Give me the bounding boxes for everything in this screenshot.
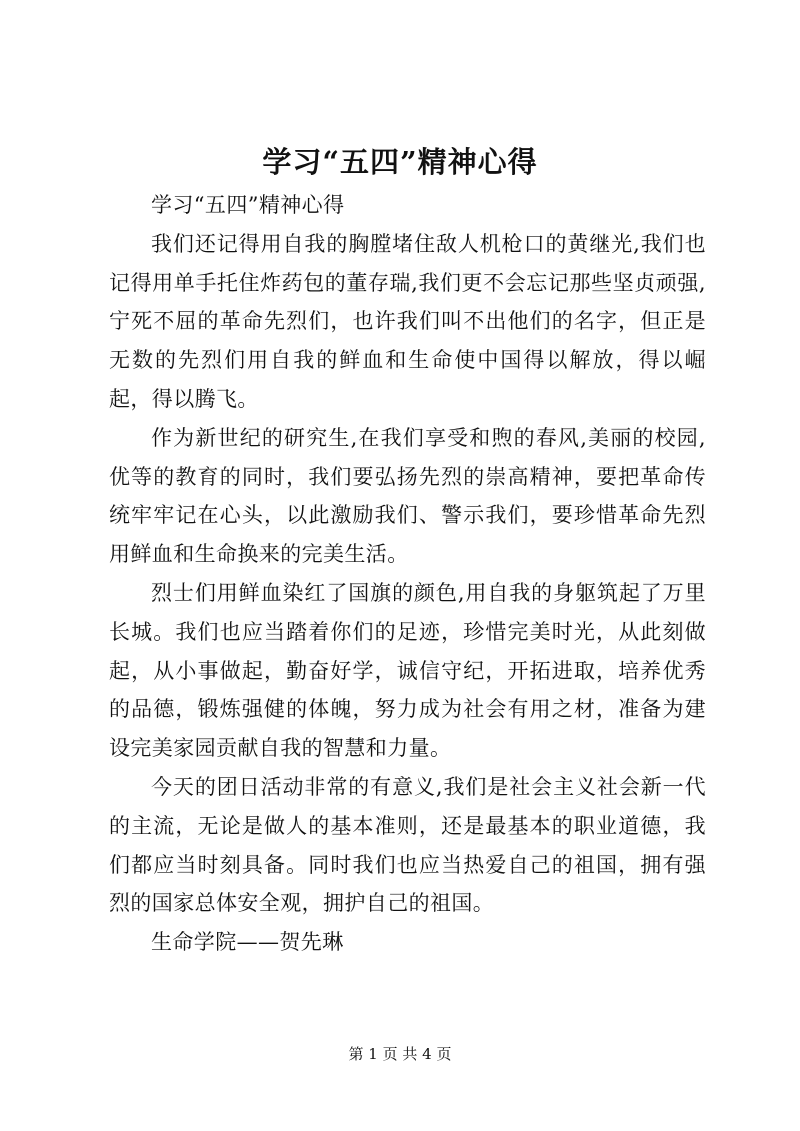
document-title: 学习“五四”精神心得 bbox=[262, 145, 538, 179]
paragraph-signature: 生命学院——贺先琳 bbox=[151, 930, 344, 955]
paragraph: 作为新世纪的研究生,在我们享受和煦的春风,美丽的校园,优等的教育的同时，我们要弘扬先烈的崇高精神，要把革命传统牢牢记在心头，以此激励我们、警示我们，要珍惜革命先烈用鲜血和生命换来的完美生活。 bbox=[109, 425, 706, 567]
page-number-footer: 第 1 页 共 4 页 bbox=[348, 1045, 452, 1063]
paragraph: 我们还记得用自我的胸膛堵住敌人机枪口的黄继光,我们也记得用单手托住炸药包的董存瑞,我们更不会忘记那些坚贞顽强,宁死不屈的革命先烈们，也许我们叫不出他们的名字，但正是无数的先烈们用自我的鲜血和生命使中国得以解放，得以崛起，得以腾飞。 bbox=[109, 231, 706, 411]
document-body bbox=[109, 186, 706, 962]
paragraph-subtitle: 学习“五四”精神心得 bbox=[151, 193, 345, 217]
paragraph: 烈士们用鲜血染红了国旗的颜色,用自我的身躯筑起了万里长城。我们也应当踏着你们的足迹，珍惜完美时光，从此刻做起，从小事做起，勤奋好学，诚信守纪，开拓进取，培养优秀的品德，锻炼强健的体魄，努力成为社会有用之材，准备为建设完美家园贡献自我的智慧和力量。 bbox=[109, 580, 706, 761]
paragraph: 今天的团日活动非常的有意义,我们是社会主义社会新一代的主流，无论是做人的基本准则，还是最基本的职业道德，我们都应当时刻具备。同时我们也应当热爱自己的祖国，拥有强烈的国家总体安全观，拥护自己的祖国。 bbox=[109, 774, 706, 916]
